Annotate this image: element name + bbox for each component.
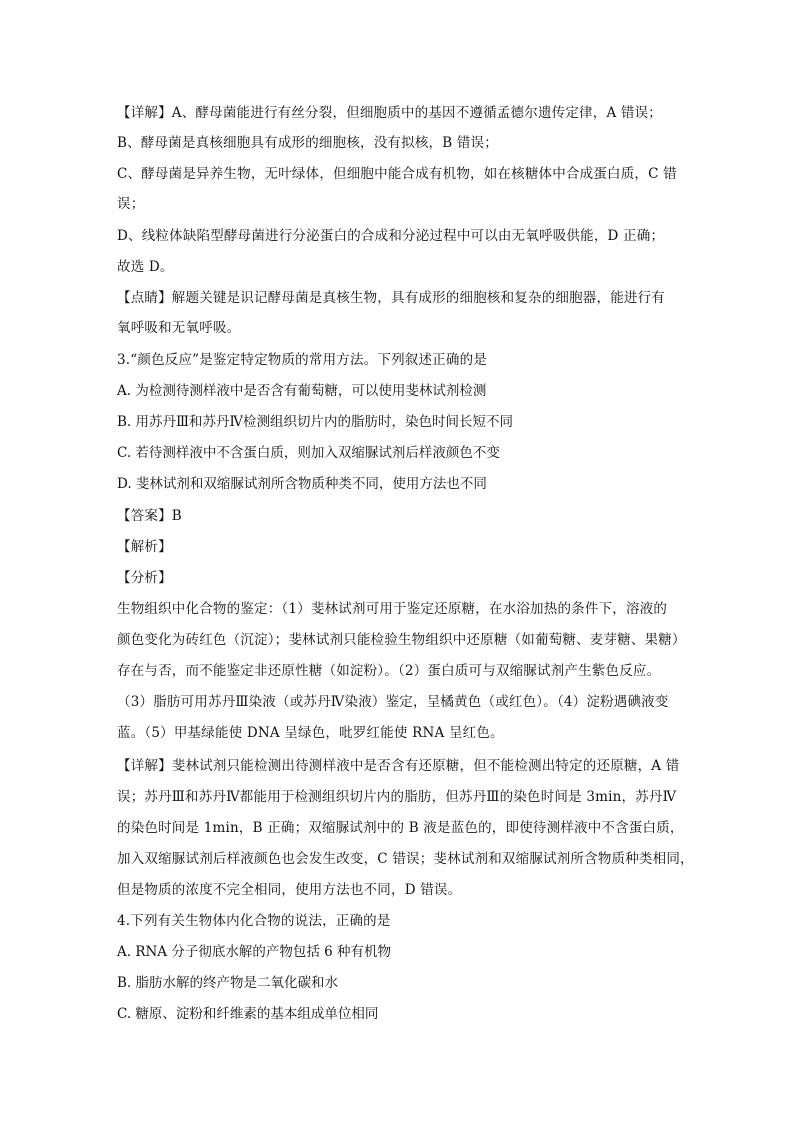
q2-conclusion: 故选 D。	[117, 259, 174, 275]
q3-answer: 【答案】B	[117, 508, 182, 524]
q3-detail-line-2: 误；苏丹Ⅲ和苏丹Ⅳ都能用于检测组织切片内的脂肪，但苏丹Ⅲ的染色时间是 3min，苏丹Ⅳ	[117, 789, 677, 805]
q3-fenxi-line-4: （3）脂肪可用苏丹Ⅲ染液（或苏丹Ⅳ染液）鉴定，呈橘黄色（或红色）。（4）淀粉遇碘液变	[117, 694, 669, 710]
q2-tip-line-1: 【点睛】解题关键是识记酵母菌是真核生物，具有成形的细胞核和复杂的细胞器，能进行有	[117, 290, 665, 306]
q3-fenxi-line-3: 存在与否，而不能鉴定非还原性糖（如淀粉）。（2）蛋白质可与双缩脲试剂产生紫色反应。	[117, 663, 661, 679]
q3-analysis-heading: 【解析】	[117, 539, 172, 555]
q4-option-b: B. 脂肪水解的终产物是二氧化碳和水	[117, 975, 339, 991]
q2-explain-line-1: 【详解】A、酵母菌能进行有丝分裂，但细胞质中的基因不遵循孟德尔遗传定律，A 错误；	[117, 105, 662, 121]
q3-option-a: A. 为检测待测样液中是否含有葡萄糖，可以使用斐林试剂检测	[117, 383, 487, 399]
q2-tip-line-2: 氧呼吸和无氧呼吸。	[117, 320, 241, 336]
q3-fenxi-line-2: 颜色变化为砖红色（沉淀）；斐林试剂只能检验生物组织中还原糖（如葡萄糖、麦芽糖、果糖）	[117, 632, 686, 648]
q2-explain-line-5: D、线粒体缺陷型酵母菌进行分泌蛋白的合成和分泌过程中可以由无氧呼吸供能，D 正确；	[117, 228, 665, 244]
q3-fenxi-line-1: 生物组织中化合物的鉴定：（1）斐林试剂可用于鉴定还原糖，在水浴加热的条件下，溶液的	[117, 601, 668, 617]
q2-explain-line-4: 误；	[117, 196, 145, 212]
q4-option-c: C. 糖原、淀粉和纤维素的基本组成单位相同	[117, 1006, 379, 1022]
q3-detail-line-1: 【详解】斐林试剂只能检测出待测样液中是否含有还原糖，但不能检测出特定的还原糖，A 错	[117, 758, 680, 774]
q3-stem: 3.“颜色反应”是鉴定特定物质的常用方法。下列叙述正确的是	[117, 352, 487, 368]
q3-option-c: C. 若待测样液中不含蛋白质，则加入双缩脲试剂后样液颜色不变	[117, 445, 500, 461]
q3-option-d: D. 斐林试剂和双缩脲试剂所含物质种类不同，使用方法也不同	[117, 476, 487, 492]
q3-detail-line-3: 的染色时间是 1min，B 正确；双缩脲试剂中的 B 液是蓝色的，即使待测样液中不含蛋白质，	[117, 820, 684, 836]
q4-option-a: A. RNA 分子彻底水解的产物包括 6 种有机物	[117, 944, 392, 960]
q3-fenxi-line-5: 蓝。（5）甲基绿能使 DNA 呈绿色，吡罗红能使 RNA 呈红色。	[117, 725, 504, 741]
q3-detail-line-5: 但是物质的浓度不完全相同，使用方法也不同，D 错误。	[117, 882, 462, 898]
q3-option-b: B. 用苏丹Ⅲ和苏丹Ⅳ检测组织切片内的脂肪时，染色时间长短不同	[117, 414, 514, 430]
q3-detail-line-4: 加入双缩脲试剂后样液颜色也会发生改变，C 错误；斐林试剂和双缩脲试剂所含物质种类相同，	[117, 851, 694, 867]
q4-stem: 4.下列有关生物体内化合物的说法，正确的是	[117, 913, 391, 929]
q2-explain-line-3: C、酵母菌是异养生物，无叶绿体，但细胞中能合成有机物，如在核糖体中合成蛋白质，C 错	[117, 166, 677, 182]
q2-explain-line-2: B、酵母菌是真核细胞具有成形的细胞核，没有拟核，B 错误；	[117, 135, 498, 151]
q3-fenxi-heading: 【分析】	[117, 570, 172, 586]
